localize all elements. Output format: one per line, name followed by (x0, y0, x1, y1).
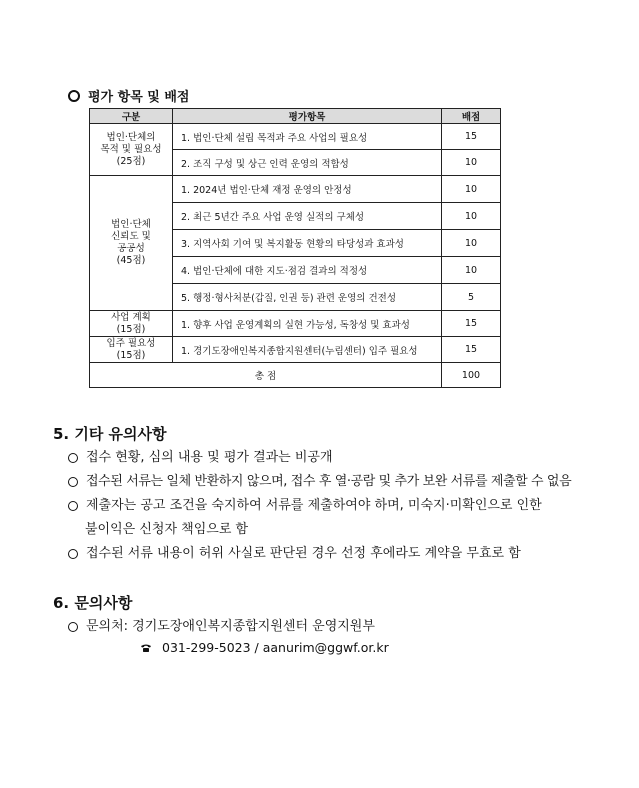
item-text: 1. 법인·단체 설립 목적과 주요 사업의 필요성 (173, 124, 442, 150)
item-text: 1. 향후 사업 운영계획의 실현 가능성, 독창성 및 효과성 (173, 311, 442, 337)
header-category: 구분 (90, 109, 173, 124)
item-score: 10 (442, 257, 501, 284)
evaluation-heading (68, 86, 189, 105)
list-item: 접수된 서류 내용이 허위 사실로 판단된 경우 선정 후에라도 계약을 무효로 함 (68, 542, 571, 566)
list-item: 접수 현황, 심의 내용 및 평가 결과는 비공개 (68, 446, 571, 470)
telephone-icon (140, 643, 152, 653)
total-label: 총 점 (90, 363, 442, 388)
total-row (90, 363, 501, 388)
section6-list (68, 615, 375, 639)
item-text: 3. 지역사회 기여 및 복지활동 현황의 타당성과 효과성 (173, 230, 442, 257)
bullet-circle-icon (68, 477, 78, 487)
item-score: 10 (442, 176, 501, 203)
table-row (90, 124, 501, 150)
item-score: 15 (442, 124, 501, 150)
list-item: 접수된 서류는 일체 반환하지 않으며, 접수 후 열·공람 및 추가 보완 서류를 제출할 수 없음 (68, 470, 571, 494)
item-text: 2. 최근 5년간 주요 사업 운영 실적의 구체성 (173, 203, 442, 230)
item-score: 10 (442, 150, 501, 176)
item-text: 5. 행정·형사처분(갑질, 인권 등) 관련 운영의 건전성 (173, 284, 442, 311)
bullet-circle-icon (68, 90, 80, 102)
item-score: 10 (442, 230, 501, 257)
item-score: 15 (442, 337, 501, 363)
evaluation-title: 평가 항목 및 배점 (88, 90, 190, 105)
group-label: 법인·단체 신뢰도 및 공공성 (45점) (90, 176, 173, 311)
table-row (90, 337, 501, 363)
list-item: 제출자는 공고 조건을 숙지하여 서류를 제출하여야 하며, 미숙지·미확인으로 인한 (68, 494, 571, 518)
section5-heading: 5. 기타 유의사항 (53, 425, 167, 443)
bullet-circle-icon (68, 549, 78, 559)
evaluation-table (89, 108, 501, 388)
list-item: 문의처: 경기도장애인복지종합지원센터 운영지원부 (68, 615, 375, 639)
section5-list (68, 446, 571, 566)
group-label: 사업 계획 (15점) (90, 311, 173, 337)
group-label: 법인·단체의 목적 및 필요성 (25점) (90, 124, 173, 176)
item-score: 10 (442, 203, 501, 230)
phone-email: 031-299-5023 / aanurim@ggwf.or.kr (162, 640, 389, 655)
total-score: 100 (442, 363, 501, 388)
item-score: 5 (442, 284, 501, 311)
table-header-row (90, 109, 501, 124)
item-text: 1. 경기도장애인복지종합지원센터(누림센터) 입주 필요성 (173, 337, 442, 363)
item-text: 4. 법인·단체에 대한 지도·점검 결과의 적정성 (173, 257, 442, 284)
header-item: 평가항목 (173, 109, 442, 124)
header-score: 배점 (442, 109, 501, 124)
group-label: 입주 필요성 (15점) (90, 337, 173, 363)
item-score: 15 (442, 311, 501, 337)
table-row (90, 176, 501, 203)
item-text: 1. 2024년 법인·단체 재정 운영의 안정성 (173, 176, 442, 203)
table-row (90, 311, 501, 337)
bullet-circle-icon (68, 501, 78, 511)
bullet-circle-icon (68, 453, 78, 463)
section6-heading: 6. 문의사항 (53, 594, 133, 612)
list-item-continuation: 불이익은 신청자 책임으로 함 (85, 522, 249, 537)
bullet-circle-icon (68, 622, 78, 632)
contact-info (140, 640, 389, 655)
item-text: 2. 조직 구성 및 상근 인력 운영의 적합성 (173, 150, 442, 176)
